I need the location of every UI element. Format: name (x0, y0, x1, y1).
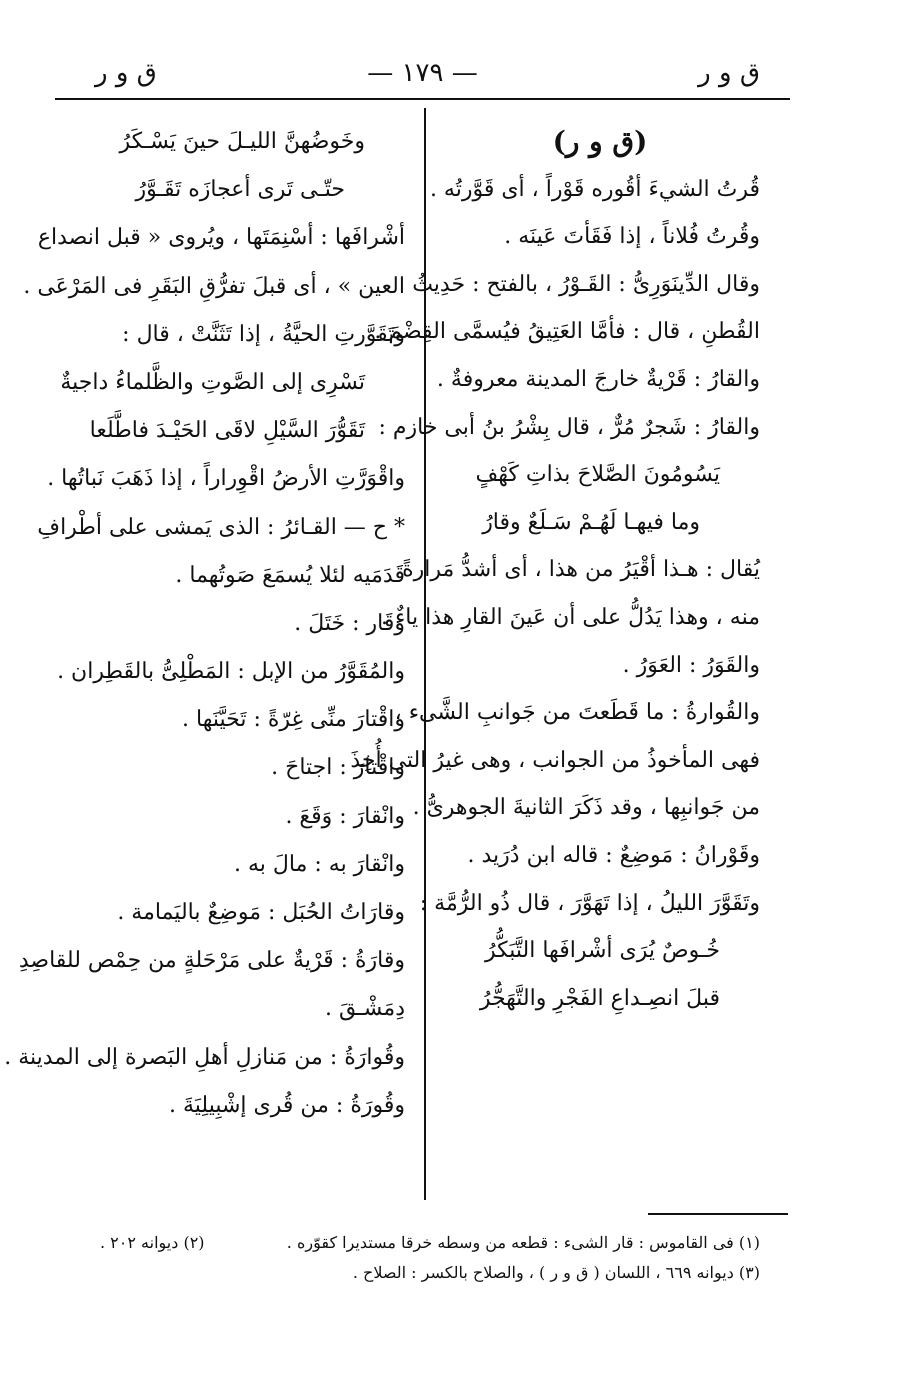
verse-line: وما فيهـا لَهُـمْ سَـلَعٌ وقارُ (482, 509, 700, 535)
text-line: العين » ، أى قبلَ تفرُّقِ البَقَرِ فى المَرْعَى . (23, 273, 405, 299)
text-line: وانْقارَ به : مالَ به . (234, 851, 405, 877)
footnotes (60, 1228, 760, 1288)
text-line: وقَوْرانُ : مَوضِعٌ : قاله ابن دُرَيد . (467, 842, 760, 868)
footnote-row (60, 1228, 760, 1258)
text-line: يُقال : هـذا أقْيَرُ من هذا ، أى أشدُّ مَرارةً (402, 557, 760, 583)
text-line: فهى المأخوذُ من الجوانب ، وهى غيرُ التى أُخِذَ (350, 747, 760, 773)
footnote-row (60, 1258, 760, 1288)
verse-line: يَسُومُونَ الصَّلاحَ بذاتِ كَهْفٍ (475, 462, 720, 488)
text-line: وانْقارَ : وَقَعَ . (285, 803, 405, 829)
text-line: والمُقَوَّرُ من الإبل : المَطْلِىُّ بالقَطِران . (57, 659, 405, 685)
entry-heading: (ق و ر) (552, 125, 648, 158)
page-number: — ١٧٩ — (367, 58, 478, 88)
text-line: وقَار : خَتَلَ . (294, 610, 405, 636)
text-line: وقُورَةُ : من قُرى إشْبِيلِيَةَ . (169, 1092, 405, 1118)
text-line: واقْتارَ منِّى غِرّةً : تَحَيَّنَها . (182, 707, 405, 733)
footnote-2: (٢) ديوانه ٢٠٢ . (100, 1233, 205, 1252)
footnote-rule (648, 1213, 788, 1215)
text-line: وقُوارَةُ : من مَنازلِ أهلِ البَصرة إلى المدينة . (4, 1044, 405, 1070)
verse-line: حتّـى تَرى أعجازَه تَقَـوَّرُ (135, 177, 345, 203)
page-header (55, 52, 790, 100)
header-root-left: ق و ر (95, 58, 157, 88)
text-line: أشْرافَها : أسْنِمَتَها ، ويُروى « قبل انصداع (37, 225, 405, 251)
text-line: وقارَاتُ الحُبَل : مَوضِعٌ باليَمامة . (117, 900, 405, 925)
text-line: قَدَمَيه لئلا يُسمَعَ صَوتُهما . (175, 562, 405, 588)
text-line: واقْوَرَّتِ الأرضُ اقْوِراراً ، إذا ذَهَبَ نَباتُها . (47, 466, 405, 492)
text-line: وقارَةُ : قَرْيةٌ على مَرْحَلةٍ من حِمْص للقاصِدِ (18, 948, 405, 974)
text-line: والقارُ : شَجرٌ مُرٌّ ، قال بِشْرُ بنُ أبى خازم : (378, 414, 760, 440)
verse-line: تَسْرِى إلى الصَّوتِ والظَّلماءُ داجيةٌ (60, 369, 365, 395)
text-line: منه ، وهذا يَدُلُّ على أن عَينَ القارِ هذا ياءٌ . (380, 604, 760, 630)
text-line: وقال الدِّينَوَرِىُّ : القَـوْرُ ، بالفتح : حَدِيثُ (412, 271, 760, 297)
text-line: من جَوانبِها ، وقد ذَكَرَ الثانيةَ الجوهرىُّ . (412, 795, 760, 821)
text-line: القُطنِ ، قال : فأمَّا العَتِيقُ فيُسمَّى القِضْمَ . (374, 319, 760, 345)
text-line: والقَوَرُ : العَوَرُ . (622, 652, 760, 678)
verse-line: قبلَ انصِـداعِ الفَجْرِ والتَّهَجُّرُ (479, 985, 720, 1011)
text-line: دِمَشْـقَ . (325, 996, 405, 1022)
text-line: وقُرتُ فُلاناً ، إذا فَقَأتَ عَينَه . (504, 224, 760, 250)
text-line: والقُوارةُ : ما قَطَعتَ من جَوانبِ الشَّىء ، (394, 700, 760, 726)
header-root-right: ق و ر (698, 58, 760, 88)
verse-line: وخَوضُهنَّ الليـلَ حينَ يَسْـكَرُ (119, 129, 365, 154)
footnote-1: (١) فى القاموس : قار الشىء : قطعه من وسطه خرقا مستديرا كقوّره . (286, 1233, 760, 1252)
verse-line: خُـوصٌ يُرَى أشْرافَها التَّبَكُّرُ (484, 938, 720, 964)
text-line: * ح — القـائرُ : الذى يَمشى على أطْرافِ (37, 514, 405, 540)
verse-line: تَقَوُّرَ السَّيْلِ لاقَى الحَيْـدَ فاطَّلَعا (89, 418, 365, 444)
text-line: قُرتُ الشيءَ أقُوره قَوْراً ، أى قَوَّرتُه . (429, 176, 760, 202)
text-line: وتَقَوَّرَ الليلُ ، إذا تَهَوَّرَ ، قال ذُو الرُّمَّة : (419, 890, 760, 916)
footnote-3: (٣) ديوانه ٦٦٩ ، اللسان ( ق و ر ) ، والصلاح بالكسر : الصلاح . (352, 1263, 760, 1282)
left-column (4, 118, 405, 1130)
text-line: وتَقَوَّرتِ الحيَّةُ ، إذا تَثَنَّتْ ، قال : (122, 321, 405, 347)
text-line: واقْتارَ : اجتاحَ . (271, 755, 405, 781)
text-line: والقارُ : قَرْيةٌ خارجَ المدينة معروفةٌ . (436, 366, 760, 392)
